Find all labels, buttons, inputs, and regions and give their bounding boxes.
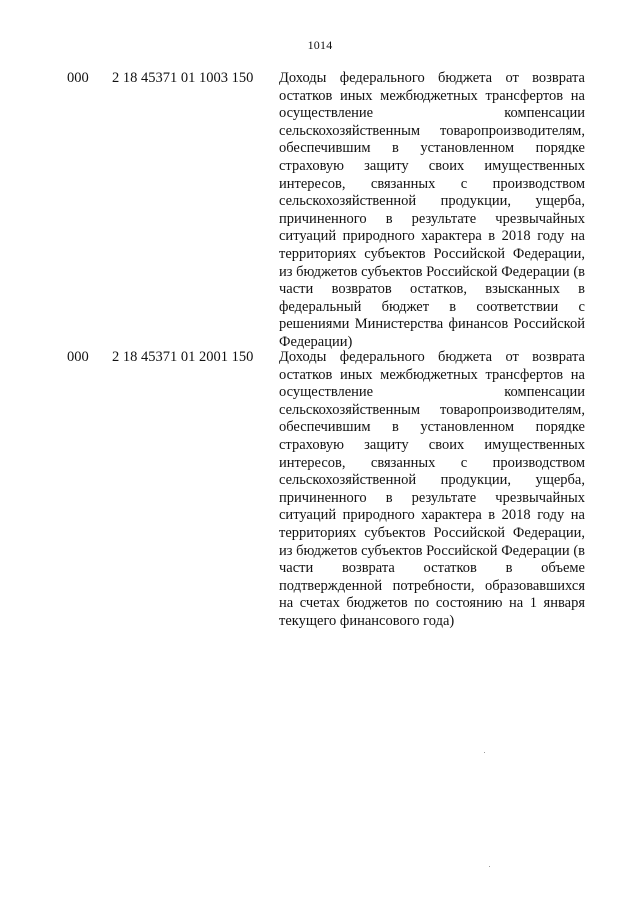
administrator-code: 000 [67,349,89,365]
scan-artifact [484,752,485,753]
scan-artifact [489,866,490,867]
administrator-code: 000 [67,70,89,86]
budget-classification-code: 2 18 45371 01 2001 150 [112,349,254,365]
budget-classification-code: 2 18 45371 01 1003 150 [112,70,254,86]
income-description: Доходы федерального бюджета от возврата остатков иных межбюджетных трансфертов на осуществление компенсации сельскохозяйственным товаропроизводителям, обеспечившим в установленном порядке страховую защиту своих имущественных интересов, связанных с производством сельскохозяйственной продукции, ущерба, причиненного в результате чрезвычайных ситуаций природного характера в 2018 году на территориях субъектов Российской Федерации, из бюджетов субъектов Российской Федерации (в части возвратов остатков, взысканных в федеральный бюджет в соответствии с решениями Министерства финансов Российской Федерации) [279,70,585,350]
income-description: Доходы федерального бюджета от возврата остатков иных межбюджетных трансфертов на осуществление компенсации сельскохозяйственным товаропроизводителям, обеспечившим в установленном порядке страховую защиту своих имущественных интересов, связанных с производством сельскохозяйственной продукции, ущерба, причиненного в результате чрезвычайных ситуаций природного характера в 2018 году на территориях субъектов Российской Федерации, из бюджетов субъектов Российской Федерации (в части возврата остатков в объеме подтвержденной потребности, образовавшихся на счетах бюджетов по состоянию на 1 января текущего финансового года) [279,349,585,629]
page-number: 1014 [307,38,333,52]
